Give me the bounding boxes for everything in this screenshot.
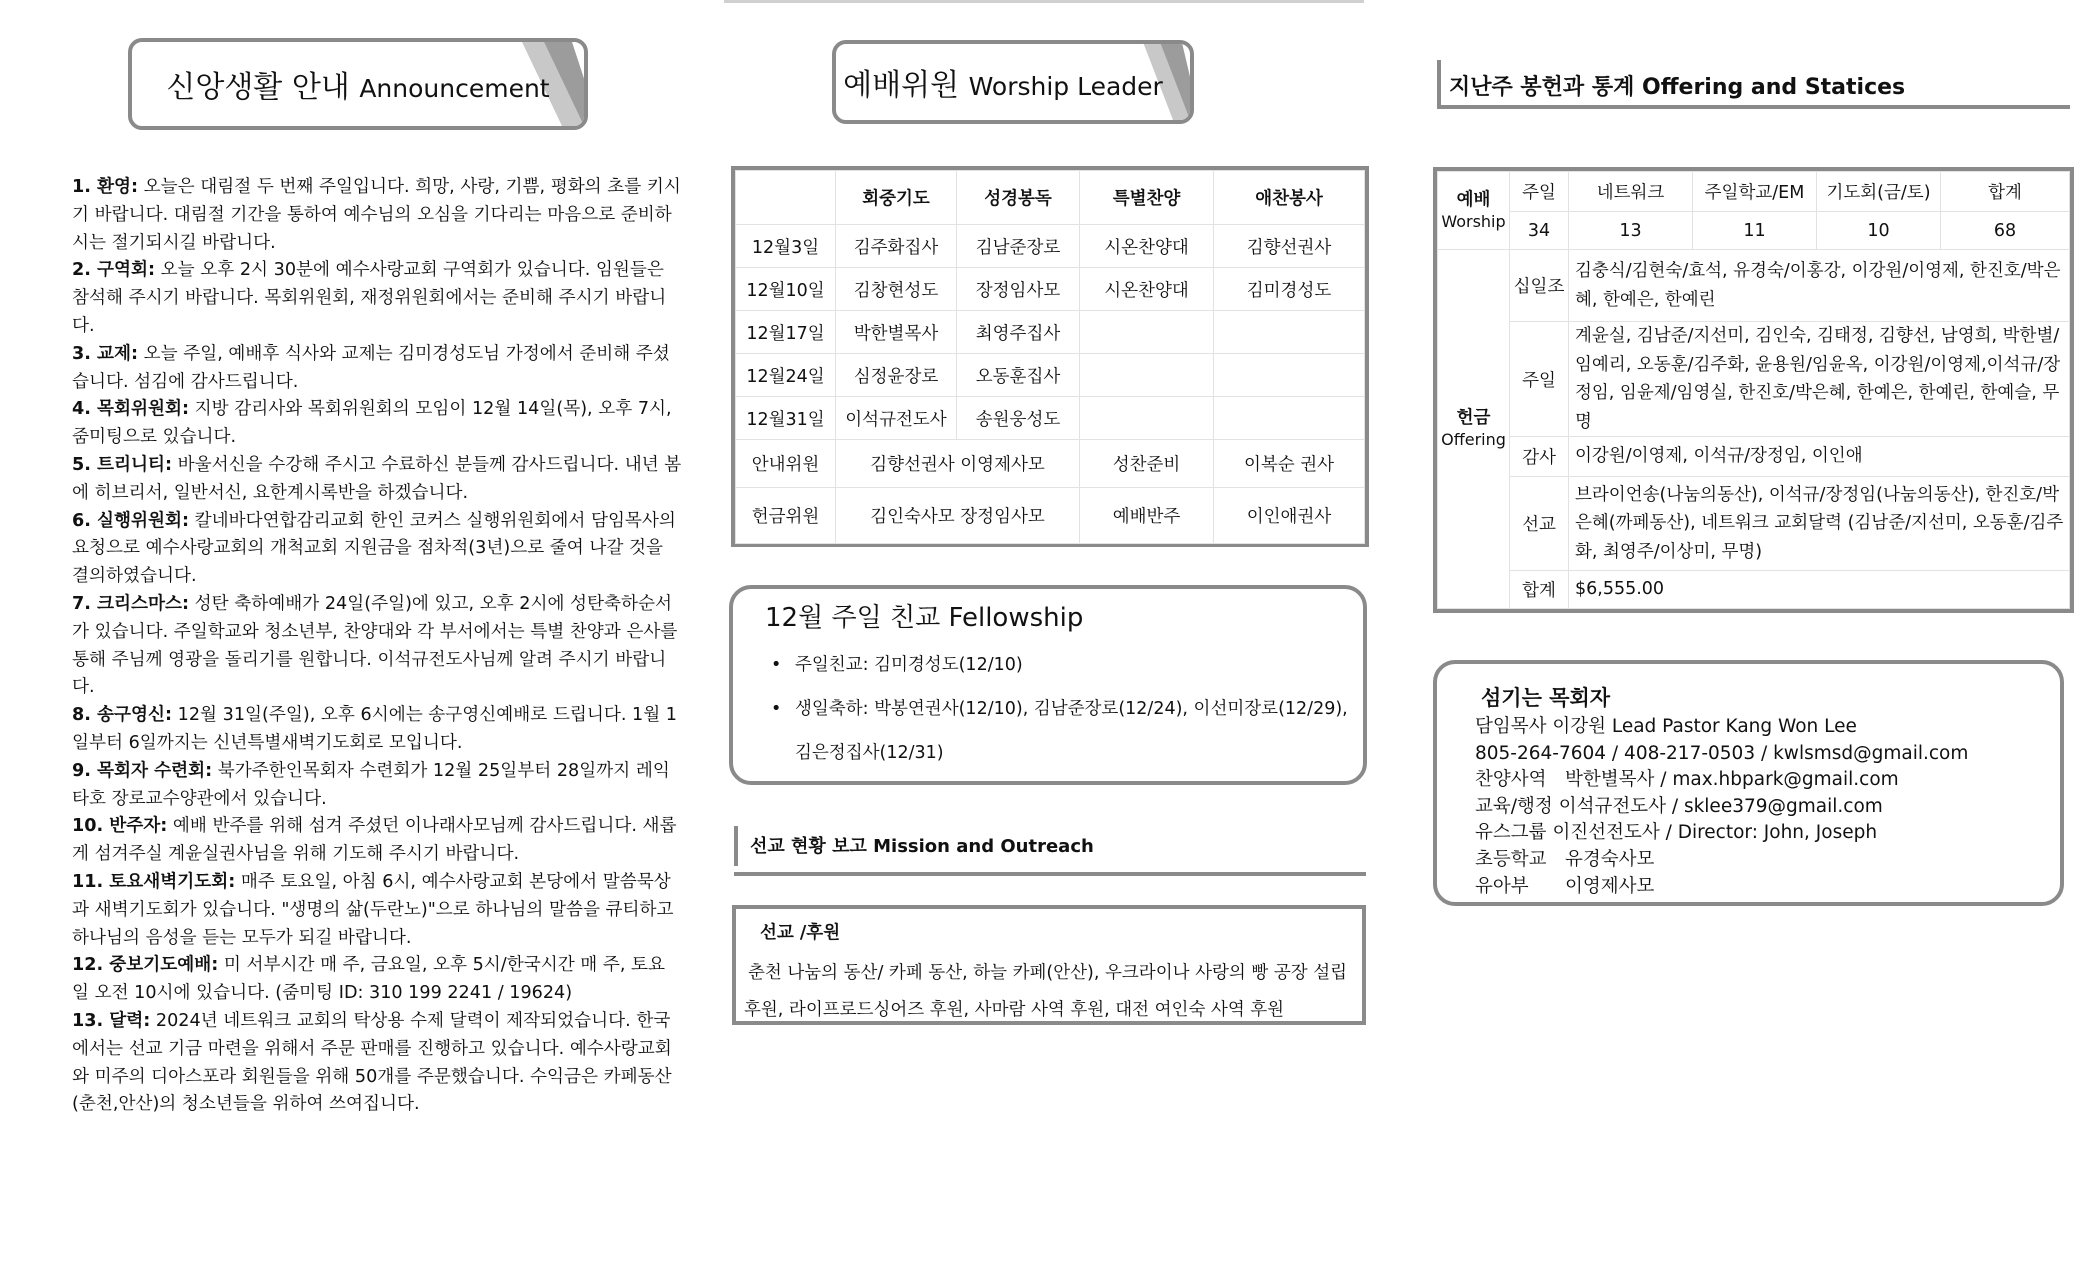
table-cell: 장정임사모	[957, 268, 1080, 311]
announcement-label: 6. 실행위원회:	[72, 510, 190, 531]
table-cell: 김향선권사	[1214, 225, 1365, 268]
announcement-text: 지방 감리사와 목회위원회의 모임이 12월 14일(목), 오후 7시, 줌미팅으로 있습니다.	[72, 399, 672, 448]
row-person: 이인애권사	[1214, 488, 1365, 544]
row-label: 헌금위원	[736, 488, 836, 544]
table-row	[736, 397, 1365, 440]
table-cell: 시온찬양대	[1080, 225, 1214, 268]
offering-row-text: 김충식/김현숙/효석, 유경숙/이홍강, 이강원/이영제, 한진호/박은혜, 한예은, 한예린	[1569, 250, 2070, 322]
stat-value: 13	[1569, 212, 1693, 250]
row-label: 안내위원	[736, 440, 836, 488]
offering-row-label: 합계	[1510, 571, 1569, 609]
announcement-label: 7. 크리스마스:	[72, 593, 190, 614]
table-cell: 12월24일	[736, 354, 836, 397]
table-cell: 오동훈집사	[957, 354, 1080, 397]
staff-row	[1475, 820, 1968, 847]
pastors-list	[1475, 714, 1968, 900]
announcement-label: 9. 목회자 수련회:	[72, 760, 213, 781]
offering-table	[1433, 167, 2074, 613]
offering-divider	[1437, 105, 2070, 109]
staff-role: 유스그룹	[1475, 822, 1547, 844]
lead-pastor: 담임목사 이강원 Lead Pastor Kang Won Lee	[1475, 716, 1857, 737]
stat-header: 기도회(금/토)	[1817, 172, 1941, 212]
announcement-text: 바울서신을 수강해 주시고 수료하신 분들께 감사드립니다. 내년 봄에 히브리서, 일반서신, 요한계시록반을 하겠습니다.	[72, 454, 682, 503]
staff-text: 박한별목사 / max.hbpark@gmail.com	[1565, 769, 1899, 791]
announcement-text: 성탄 축하예배가 24일(주일)에 있고, 오후 2시에 성탄축하순서가 있습니다. 주일학교와 청소년부, 찬양대와 각 부서에서는 특별 찬양과 은사를 통해 주님께 영광을 돌리기를 원합니다. 이석규전도사님께 알려 주시기 바랍니다.	[72, 593, 678, 698]
announcement-text: 칼네바다연합감리교회 한인 코커스 실행위원회에서 담임목사의 요청으로 예수사랑교회의 개척교회 지원금을 점차적(3년)으로 줄여 나갈 것을 결의하였습니다.	[72, 510, 676, 587]
row-names: 김인숙사모 장정임사모	[836, 488, 1080, 544]
pastors-title: 섬기는 목회자	[1481, 686, 1611, 710]
table-row	[736, 268, 1365, 311]
fellowship-item: • 생일축하: 박봉연권사(12/10), 김남준장로(12/24), 이선미장로(12/29), 김은정집사(12/31)	[771, 687, 1351, 775]
worship-leader-header-row	[736, 171, 1365, 225]
announcement-list	[72, 174, 682, 1119]
worship-leader-table	[731, 166, 1369, 547]
worship-col-header	[736, 171, 836, 225]
mission-box	[732, 905, 1366, 1025]
staff-row	[1475, 794, 1968, 821]
announcement-title-ko: 신앙생활 안내	[166, 70, 350, 105]
staff-role: 유아부	[1475, 875, 1529, 897]
worship-col-header: 특별찬양	[1080, 171, 1214, 225]
fellowship-title: 12월 주일 친교 Fellowship	[765, 603, 1084, 633]
offering-row-text: 브라이언송(나눔의동산), 이석규/장정임(나눔의동산), 한진호/박은혜(까페동산), 네트워크 교회달력 (김남준/지선미, 오동훈/김주화, 최영주/이상미, 무명)	[1569, 477, 2070, 571]
table-cell: 심정윤장로	[836, 354, 957, 397]
announcement-label: 8. 송구영신:	[72, 705, 173, 726]
table-cell: 12월17일	[736, 311, 836, 354]
announcement-item	[72, 952, 682, 1008]
announcement-text: 매주 토요일, 아침 6시, 예수사랑교회 본당에서 말씀묵상과 새벽기도회가 있습니다. "생명의 삶(두란노)"으로 하나님의 말씀을 큐티하고 하나님의 음성을 듣는 모두가 되길 바랍니다.	[72, 871, 674, 948]
offering-row	[1438, 571, 2070, 609]
stat-value-row	[1438, 212, 2070, 250]
table-cell: 12월3일	[736, 225, 836, 268]
announcement-title-en: Announcement	[359, 74, 550, 103]
stat-header: 주일학교/EM	[1693, 172, 1817, 212]
table-cell	[1080, 397, 1214, 440]
table-row	[736, 354, 1365, 397]
announcement-item	[72, 869, 682, 952]
stat-header-row	[1438, 172, 2070, 212]
table-cell: 12월10일	[736, 268, 836, 311]
staff-role: 교육/행정	[1475, 795, 1553, 817]
table-cell: 12월31일	[736, 397, 836, 440]
offering-category-ko: 헌금	[1456, 408, 1491, 428]
stat-value: 68	[1941, 212, 2070, 250]
lead-pastor-contact: 805-264-7604 / 408-217-0503 / kwlsmsd@gmail.com	[1475, 742, 1969, 764]
staff-role: 찬양사역	[1475, 769, 1547, 791]
announcement-text: 오늘 주일, 예배후 식사와 교제는 김미경성도님 가정에서 준비해 주셨습니다. 섬김에 감사드립니다.	[72, 343, 670, 392]
staff-text: 이진선전도사 / Director: John, Joseph	[1552, 822, 1878, 844]
staff-text: 유경숙사모	[1565, 848, 1655, 870]
table-cell: 김주화집사	[836, 225, 957, 268]
announcement-text: 미 서부시간 매 주, 금요일, 오후 5시/한국시간 매 주, 토요일 오전 10시에 있습니다. (줌미팅 ID: 310 199 2241 / 19624)	[72, 955, 666, 1004]
pastors-box	[1433, 660, 2064, 906]
announcement-item	[72, 174, 682, 257]
table-cell	[1080, 354, 1214, 397]
staff-text: 이영제사모	[1565, 875, 1655, 897]
worship-leader-title-en: Worship Leader	[968, 72, 1163, 101]
offering-row	[1438, 250, 2070, 322]
announcement-label: 2. 구역회:	[72, 260, 156, 281]
staff-row	[1475, 847, 1968, 874]
announcement-label: 4. 목회위원회:	[72, 399, 190, 420]
row-names: 김향선권사 이영제사모	[836, 440, 1080, 488]
offering-row-label: 십일조	[1510, 250, 1569, 322]
table-cell	[1214, 397, 1365, 440]
worship-leader-header	[832, 40, 1194, 124]
announcement-item	[72, 1008, 682, 1119]
table-cell: 시온찬양대	[1080, 268, 1214, 311]
announcement-item	[72, 341, 682, 397]
announcement-label: 5. 트리니티:	[72, 454, 173, 475]
offering-row-text: 이강원/이영제, 이석규/장정임, 이인애	[1569, 437, 2070, 477]
staff-row	[1475, 874, 1968, 901]
staff-role: 초등학교	[1475, 848, 1547, 870]
announcement-label: 1. 환영:	[72, 177, 139, 197]
announcement-text: 12월 31일(주일), 오후 6시에는 송구영신예배로 드립니다. 1월 1일부터 6일까지는 신년특별새벽기도회로 모입니다.	[72, 705, 677, 753]
worship-col-header: 성경봉독	[957, 171, 1080, 225]
announcement-item	[72, 702, 682, 758]
table-cell: 박한별목사	[836, 311, 957, 354]
worship-leader-title	[843, 60, 1163, 104]
offering-row-label: 주일	[1510, 322, 1569, 437]
table-cell	[1214, 311, 1365, 354]
stat-value: 34	[1510, 212, 1569, 250]
announcement-text: 오늘 오후 2시 30분에 예수사랑교회 구역회가 있습니다. 임원들은 참석해 주시기 바랍니다. 목회위원회, 재정위원회에서는 준비해 주시기 바랍니다.	[72, 260, 667, 336]
fellowship-item: • 주일친교: 김미경성도(12/10)	[771, 643, 1351, 687]
stat-header: 네트워크	[1569, 172, 1693, 212]
announcement-label: 13. 달력:	[72, 1010, 151, 1031]
mission-text: 춘천 나눔의 동산/ 카페 동산, 하늘 카페(안산), 우크라이나 사랑의 빵 공장 설립 후원, 라이프로드싱어즈 후원, 사마람 사역 후원, 대전 여인숙 사역 후원	[744, 963, 1348, 1020]
offering-row-label: 선교	[1510, 477, 1569, 571]
table-cell: 최영주집사	[957, 311, 1080, 354]
table-cell	[1214, 354, 1365, 397]
stat-value: 11	[1693, 212, 1817, 250]
fellowship-list	[771, 643, 1351, 775]
announcement-label: 10. 반주자:	[72, 816, 168, 837]
worship-category-ko: 예배	[1456, 189, 1491, 210]
table-row	[736, 225, 1365, 268]
announcement-item	[72, 591, 682, 702]
stat-header: 합계	[1941, 172, 2070, 212]
fellowship-box	[729, 585, 1367, 785]
announcement-label: 11. 토요새벽기도회:	[72, 871, 236, 892]
row-role: 예배반주	[1080, 488, 1214, 544]
offering-row	[1438, 437, 2070, 477]
announcement-label: 3. 교제:	[72, 343, 139, 364]
announcement-item	[72, 758, 682, 814]
table-row-offering	[736, 488, 1365, 544]
table-cell: 김미경성도	[1214, 268, 1365, 311]
table-row-usher	[736, 440, 1365, 488]
worship-leader-title-ko: 예배위원	[843, 68, 960, 103]
offering-header: 지난주 봉헌과 통계 Offering and Statices	[1449, 75, 1906, 100]
worship-category-en: Worship	[1441, 211, 1506, 231]
announcement-item	[72, 396, 682, 452]
mission-divider	[734, 872, 1366, 876]
announcement-label: 12. 중보기도예배:	[72, 955, 219, 976]
announcement-title	[166, 62, 549, 106]
offering-row-text: $6,555.00	[1569, 571, 2070, 609]
offering-row-text: 계윤실, 김남준/지선미, 김인숙, 김태정, 김향선, 남영희, 박한별/임예리, 오동훈/김주화, 윤용원/임윤옥, 이강원/이영제,이석규/장정임, 임윤제/임영실, 한진호/박은혜, 한예은, 한예린, 한예슬, 무명	[1569, 322, 2070, 437]
announcement-text: 예배 반주를 위해 섬겨 주셨던 이나래사모님께 감사드립니다. 새롭게 섬겨주실 계윤실권사님을 위해 기도해 주시기 바랍니다.	[72, 816, 677, 865]
top-divider	[724, 0, 1364, 3]
offering-row-label: 감사	[1510, 437, 1569, 477]
row-role: 성찬준비	[1080, 440, 1214, 488]
announcement-text: 북가주한인목회자 수련회가 12월 25일부터 28일까지 레익타호 장로교수양관에서 있습니다.	[72, 760, 670, 809]
table-cell: 김남준장로	[957, 225, 1080, 268]
staff-text: 이석규전도사 / sklee379@gmail.com	[1558, 795, 1883, 817]
table-cell	[1080, 311, 1214, 354]
worship-col-header: 애찬봉사	[1214, 171, 1365, 225]
announcement-item	[72, 813, 682, 869]
stat-value: 10	[1817, 212, 1941, 250]
offering-row	[1438, 322, 2070, 437]
announcement-item	[72, 452, 682, 508]
offering-category	[1438, 250, 1510, 609]
announcement-item	[72, 508, 682, 591]
announcement-text: 오늘은 대림절 두 번째 주일입니다. 희망, 사랑, 기쁨, 평화의 초를 키시기 바랍니다. 대림절 기간을 통하여 예수님의 오심을 기다리는 마음으로 준비하시는 절기되시길 바랍니다.	[72, 177, 681, 253]
offering-category-en: Offering	[1441, 430, 1506, 449]
stat-header: 주일	[1510, 172, 1569, 212]
mission-header: 선교 현황 보고 Mission and Outreach	[734, 832, 1366, 858]
table-cell: 이석규전도사	[836, 397, 957, 440]
worship-category	[1438, 172, 1510, 250]
announcement-header	[128, 38, 588, 130]
table-row	[736, 311, 1365, 354]
staff-row	[1475, 767, 1968, 794]
mission-subtitle: 선교 /후원	[760, 923, 841, 943]
table-cell: 송원웅성도	[957, 397, 1080, 440]
offering-row	[1438, 477, 2070, 571]
announcement-text: 2024년 네트워크 교회의 탁상용 수제 달력이 제작되었습니다. 한국에서는 선교 기금 마련을 위해서 주문 판매를 진행하고 있습니다. 예수사랑교회와 미주의 디아스포라 회원들을 위해 50개를 주문했습니다. 수익금은 카페동산(춘천,안산)의 청소년들을 위하여 쓰여집니다.	[72, 1010, 672, 1115]
announcement-item	[72, 257, 682, 340]
worship-col-header: 회중기도	[836, 171, 957, 225]
table-cell: 김창현성도	[836, 268, 957, 311]
row-person: 이복순 권사	[1214, 440, 1365, 488]
